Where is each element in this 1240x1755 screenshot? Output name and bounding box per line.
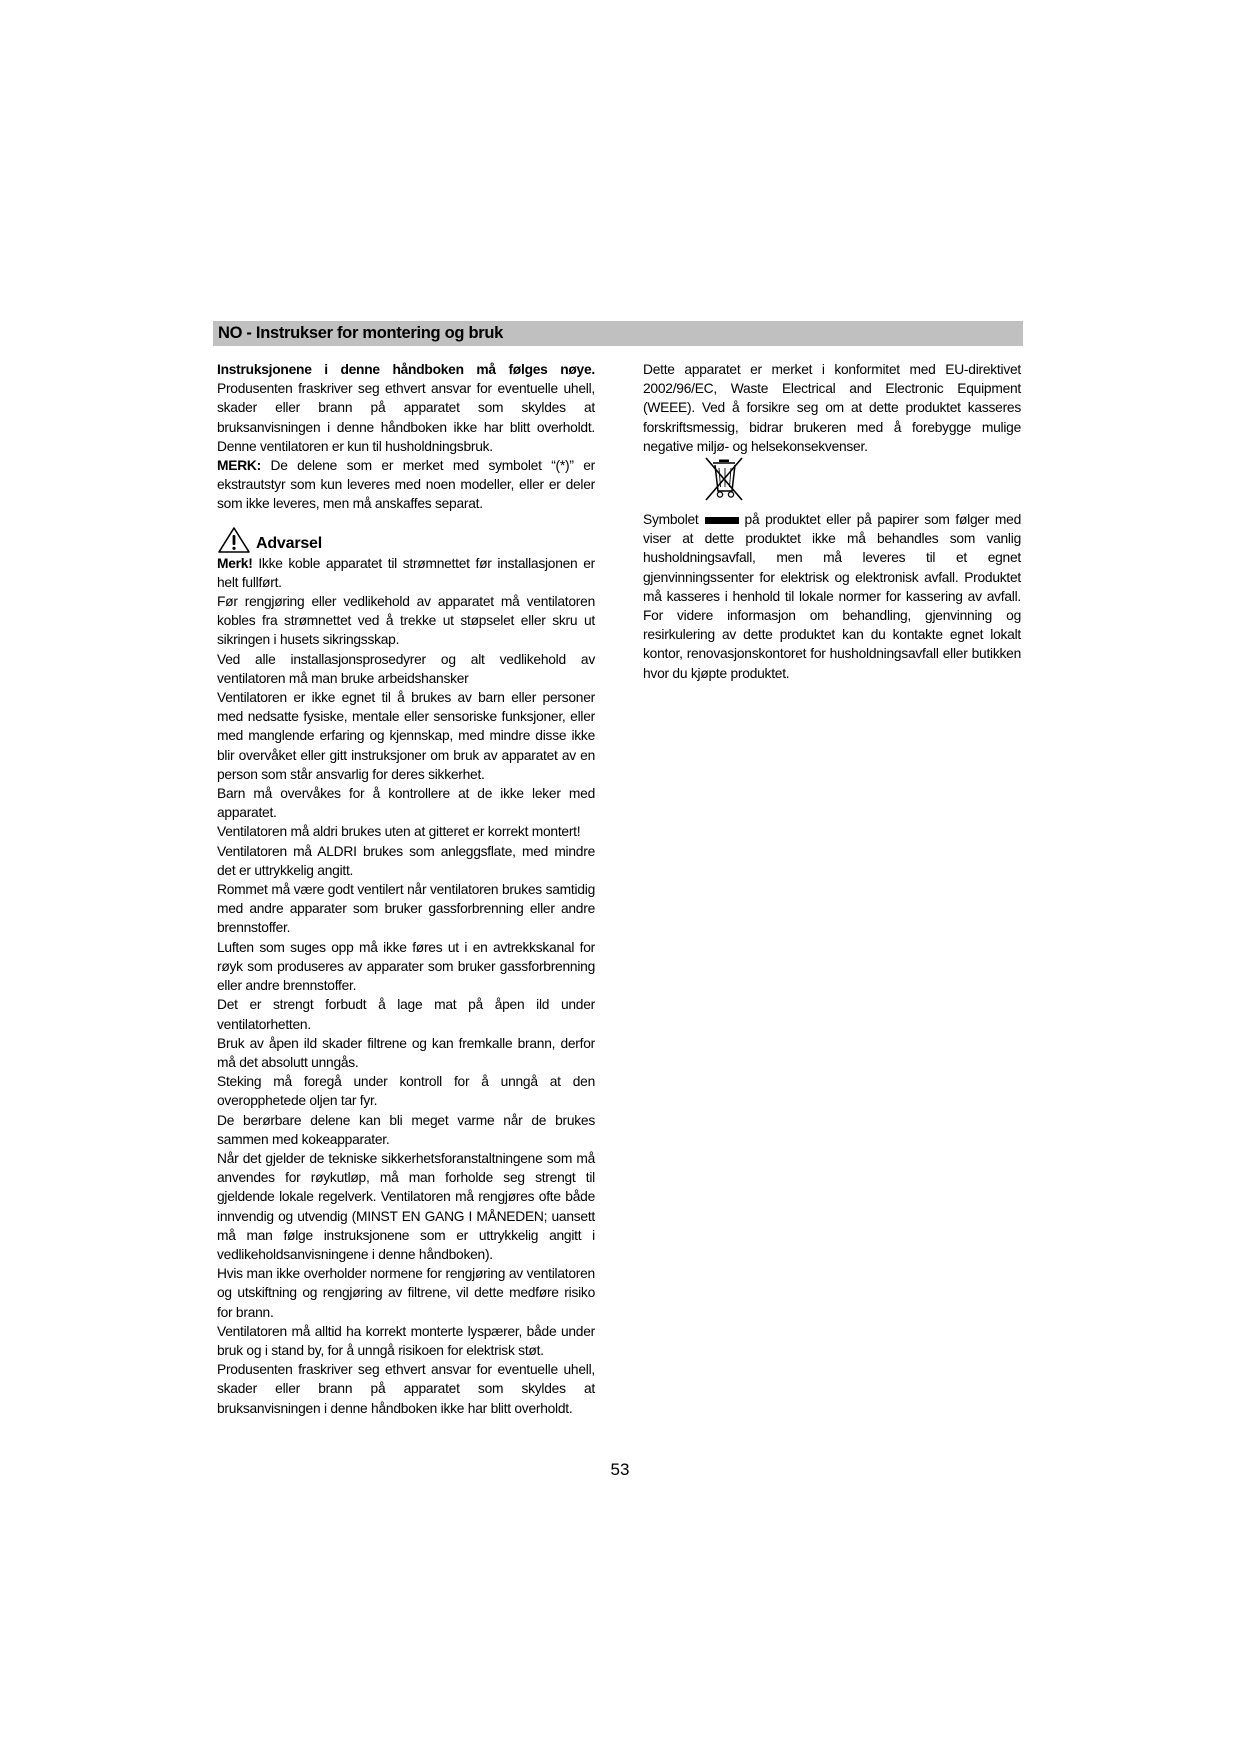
body-paragraph: Ved alle installasjonsprosedyrer og alt vedlikehold av ventilatoren må man bruke arbeidshansker (217, 651, 595, 686)
note-paragraph (217, 456, 595, 514)
symbol-paragraph (643, 510, 1021, 683)
body-paragraph: Det er strengt forbudt å lage mat på åpen ild under ventilatorhetten. (217, 997, 595, 1032)
intro-bold: Instruksjonene i denne håndboken må følges nøye. (217, 362, 595, 377)
section-title: NO - Instrukser for montering og bruk (218, 324, 504, 342)
body-paragraph: Bruk av åpen ild skader filtrene og kan fremkalle brann, derfor må det absolutt unngås. (217, 1035, 595, 1070)
symbol-text: på produktet eller på papirer som følger med viser at dette produktet ikke må behandles som vanlig husholdningsavfall, men må leveres til et egnet gjenvinningssenter for elektrisk og elektronisk avfall. Produktet må kasseres i henhold til lokale normer for kassering av avfall. For videre informasjon om behandling, gjenvinning og resirkulering av dette produktet kan du kontakte egnet lokalt kontor, renovasjonskontoret for husholdningsavfall eller butikken hvor du kjøpte produktet. (643, 512, 1021, 681)
body-paragraph: De berørbare delene kan bli meget varme når de brukes sammen med kokeapparater. (217, 1112, 595, 1147)
right-column (643, 360, 1021, 683)
body-paragraph: Hvis man ikke overholder normene for rengjøring av ventilatoren og utskiftning og rengjøring av filtrene, vil dette medføre risiko for brann. (217, 1266, 595, 1320)
crossed-out-wheelie-bin-icon (701, 456, 747, 502)
warning-heading-row (217, 524, 595, 554)
black-bar-symbol-icon (705, 517, 739, 524)
body-paragraph: Barn må overvåkes for å kontrollere at de ikke leker med apparatet. (217, 786, 595, 821)
body-paragraph: Luften som suges opp må ikke føres ut i en avtrekkskanal for røyk som produseres av apparater som bruker gassforbrenning eller andre brennstoffer. (217, 939, 595, 994)
merk-label: Merk! (217, 555, 253, 571)
body-paragraph: Ventilatoren må ALDRI brukes som anleggsflate, med mindre det er uttrykkelig angitt. (217, 843, 595, 878)
warning-triangle-icon (217, 526, 251, 554)
note-text: De delene som er merket med symbolet “(*)” er ekstrautstyr som kun leveres med noen modeller, eller er deler som ikke leveres, men må anskaffes separat. (217, 458, 595, 512)
body-paragraph: Rommet må være godt ventilert når ventilatoren brukes samtidig med andre apparater som bruker gassforbrenning eller andre brennstoffer. (217, 882, 595, 936)
merk-paragraph (217, 554, 595, 592)
intro-paragraph (217, 360, 595, 456)
body-paragraph: Ventilatoren må alltid ha korrekt monterte lyspærer, både under bruk og i stand by, for å unngå risikoen for elektrisk støt. (217, 1323, 595, 1358)
section-header-bar (213, 321, 1023, 346)
body-paragraph: Ventilatoren må aldri brukes uten at gitteret er korrekt montert! (217, 824, 581, 840)
body-paragraph: Ventilatoren er ikke egnet til å brukes av barn eller personer med nedsatte fysiske, mentale eller sensoriske funksjoner, eller med manglende erfaring og kjennskap, med mindre disse ikke blir overvåket eller gitt instruksjoner om bruk av apparatet av en person som står ansvarlig for deres sikkerhet. (217, 690, 595, 782)
merk-text: Ikke koble apparatet til strømnettet før installasjonen er helt fullført. (217, 555, 596, 590)
warning-heading: Advarsel (256, 534, 322, 552)
weee-icon-container (643, 456, 1021, 510)
body-paragraph: Steking må foregå under kontroll for å unngå at den overopphetede oljen tar fyr. (217, 1074, 595, 1109)
body-paragraph: Produsenten fraskriver seg ethvert ansvar for eventuelle uhell, skader eller brann på apparatet som skyldes at bruksanvisningen i denne håndboken ikke har blitt overholdt. (217, 1362, 595, 1416)
weee-paragraph: Dette apparatet er merket i konformitet med EU-direktivet 2002/96/EC, Waste Electrical and Electronic Equipment (WEEE). Ved å forsikre seg om at dette produktet kasseres forskriftsmessig, bidrar brukeren med å forebygge mulige negative miljø- og helsekonsekvenser. (643, 362, 1021, 454)
left-column (217, 360, 595, 1418)
body-paragraph: Når det gjelder de tekniske sikkerhetsforanstaltningene som må anvendes for røykutløp, må man forholde seg strengt til gjeldende lokale regelverk. Ventilatoren må rengjøres ofte både innvendig og utvendig (MINST EN GANG I MÅNEDEN; uansett må man følge instruksjonene som er uttrykkelig angitt i vedlikeholdsanvisningene i denne håndboken). (217, 1150, 595, 1262)
symbol-word: Symbolet (643, 512, 699, 528)
note-label: MERK: (217, 458, 261, 474)
intro-text: Produsenten fraskriver seg ethvert ansvar for eventuelle uhell, skader eller brann på apparatet som skyldes at bruksanvisningen i denne håndboken ikke har blitt overholdt. Denne ventilatoren er kun til husholdningsbruk. (217, 381, 595, 454)
body-paragraph: Før rengjøring eller vedlikehold av apparatet må ventilatoren kobles fra strømnettet ved å trekke ut støpselet eller skru ut sikringen i husets sikringsskap. (217, 594, 595, 648)
page-number: 53 (610, 1460, 630, 1479)
